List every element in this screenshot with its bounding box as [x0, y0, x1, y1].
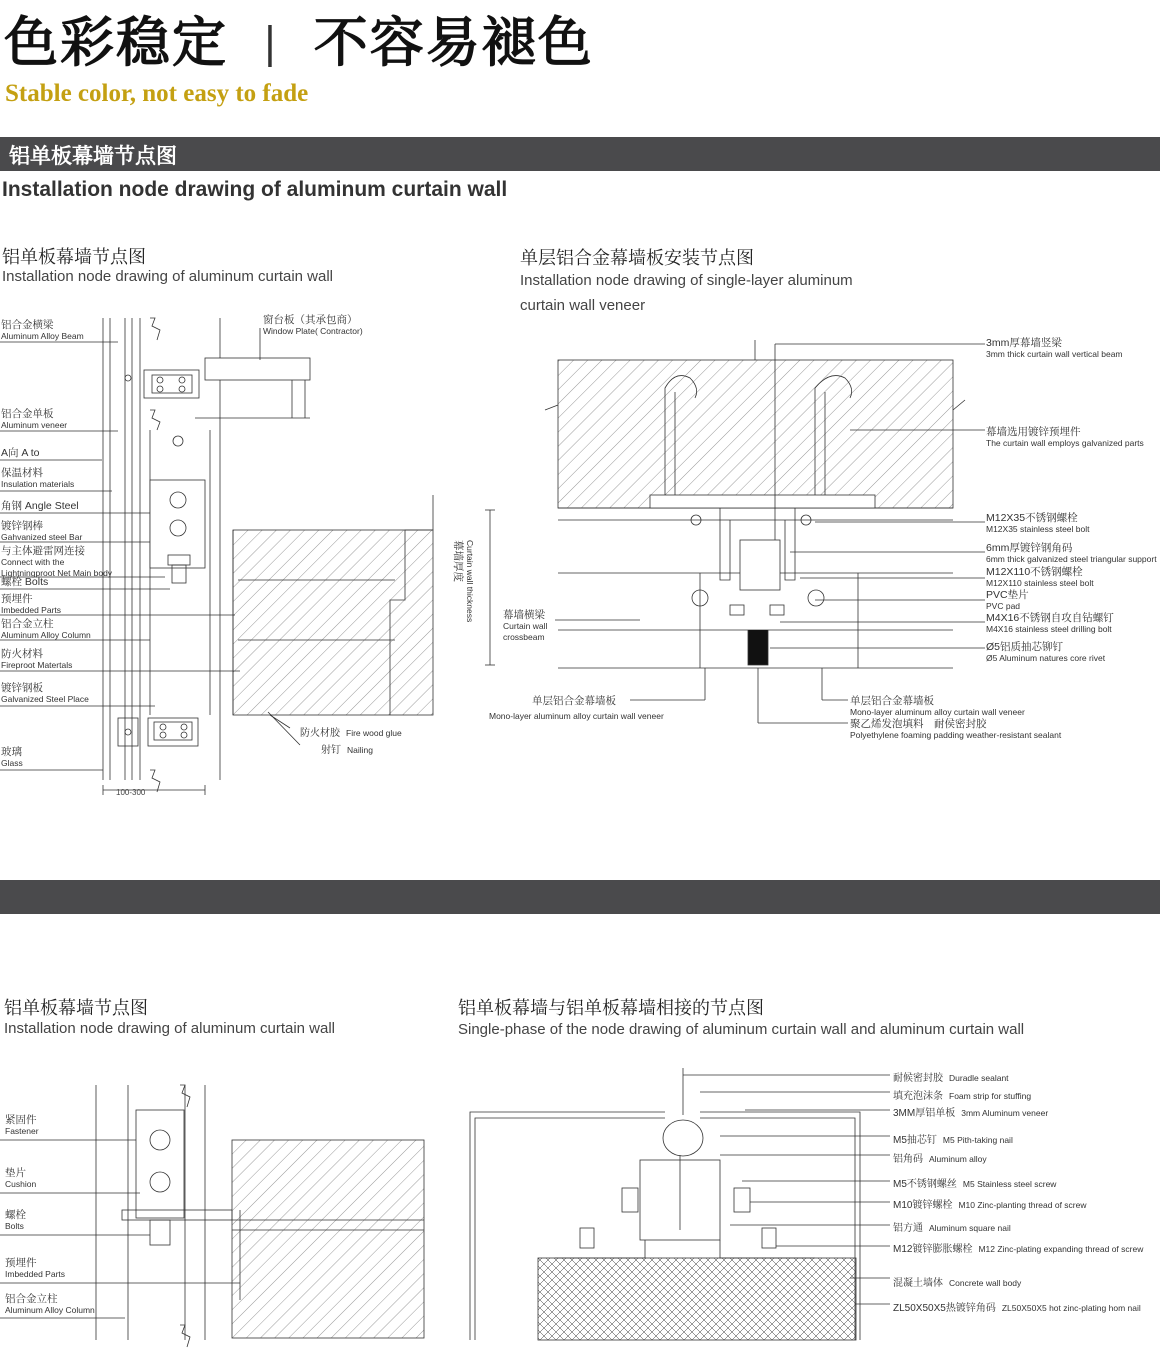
hero-separator: |	[262, 18, 279, 67]
p1-label-bolts: 螺栓 Bolts	[1, 576, 49, 588]
p3-label-imbedded: 预埋件 Imbedded Parts	[5, 1257, 66, 1279]
p1-label-insulation: 保温材料 Insulation materials	[1, 467, 75, 489]
p1-label-nailing: 射钉 Nailing	[321, 745, 373, 756]
section-subtitle: Installation node drawing of aluminum curtain wall	[2, 178, 508, 201]
p1-label-column: 铝合金立柱 Aluminum Alloy Column	[1, 618, 91, 640]
hero-title-right: 不容易褪色	[313, 11, 594, 74]
p4-label-m5-screw: M5不锈钢螺丝 M5 Stainless steel screw	[893, 1179, 1057, 1190]
p3-label-bolts: 螺栓 Bolts	[5, 1209, 26, 1231]
p2-label-thickness-en: Curtain wall thickness	[465, 540, 475, 623]
p2-label-pvc-pad: PVC垫片 PVC pad	[986, 589, 1029, 611]
p4-title: 铝单板幕墙与铝单板幕墙相接的节点图	[458, 998, 764, 1019]
p4-label-concrete: 混凝土墙体 Concrete wall body	[893, 1278, 1022, 1289]
p3-label-column: 铝合金立柱 Aluminum Alloy Column	[5, 1293, 95, 1315]
p2-label-thickness: 幕墙厚度	[452, 540, 464, 582]
p2-drawing	[485, 340, 985, 723]
p1-label-lightning: 与主体避雷网连接 Connect with the Lightningproot Net Main body	[1, 545, 113, 578]
p2-label-rivet: Ø5铝质抽芯铆钉 Ø5 Aluminum natures core rivet	[986, 641, 1106, 663]
p2-subtitle-2: curtain wall veneer	[520, 297, 646, 314]
p4-label-m10: M10镀锌螺栓 M10 Zinc-planting thread of screw	[893, 1200, 1087, 1211]
p1-label-window-plate: 窗台板（其承包商） Window Plate( Contractor)	[263, 314, 363, 336]
p1-label-fireproof: 防火材料 Fireproot Matertals	[1, 648, 73, 670]
p1-label-a-to: A向 A to	[1, 447, 40, 459]
p1-label-imbedded: 预埋件 Imbedded Parts	[1, 593, 62, 615]
p2-label-veneer-left-en: Mono-layer aluminum alloy curtain wall veneer	[489, 711, 664, 721]
p1-label-veneer: 铝合金单板 Aluminum veneer	[1, 408, 68, 430]
p2-label-sealant: 聚乙烯发泡填料 耐侯密封胶 Polyethylene foaming padding weather-resistant sealant	[850, 718, 1062, 740]
p2-subtitle-1: Installation node drawing of single-layer aluminum	[520, 272, 853, 289]
p2-label-angle-support: 6mm厚镀锌钢角码 6mm thick galvanized steel triangular support	[986, 542, 1157, 564]
p3-label-cushion: 垫片 Cushion	[5, 1167, 37, 1189]
p3-title: 铝单板幕墙节点图	[4, 998, 148, 1019]
p1-label-angle-steel: 角钢 Angle Steel	[1, 500, 79, 512]
p1-label-beam: 铝合金横梁 Aluminum Alloy Beam	[1, 319, 84, 341]
p3-subtitle: Installation node drawing of aluminum curtain wall	[4, 1020, 336, 1037]
hero-title-left: 色彩稳定	[4, 11, 228, 74]
p1-label-glass: 玻璃 Glass	[1, 746, 23, 768]
p1-label-fire-glue: 防火材胶 Fire wood glue	[300, 728, 402, 739]
hero-subtitle: Stable color, not easy to fade	[5, 80, 309, 107]
p2-label-vertical-beam: 3mm厚幕墙竖梁 3mm thick curtain wall vertical beam	[986, 337, 1123, 359]
p4-drawing	[470, 1068, 890, 1340]
p4-label-veneer: 3MM厚铝单板 3mm Aluminum veneer	[893, 1108, 1049, 1119]
p1-label-steel-bar: 镀锌钢棒 Gahvanized steel Bar	[1, 520, 83, 542]
p1-dimension: 100-300	[116, 788, 146, 797]
p2-label-m12x110: M12X110不锈钢螺栓 M12X110 stainless steel bolt	[986, 566, 1094, 588]
p4-label-zl-angle: ZL50X50X5热镀锌角码 ZL50X50X5 hot zinc-plating hom nail	[893, 1303, 1141, 1314]
p2-label-m4x16: M4X16不锈钢自攻自钻螺钉 M4X16 stainless steel drilling bolt	[986, 612, 1114, 634]
p2-label-veneer-left-cn: 单层铝合金幕墙板	[532, 695, 616, 707]
p4-subtitle: Single-phase of the node drawing of aluminum curtain wall and aluminum curtain wall	[458, 1021, 1025, 1038]
p2-label-galvanized-parts: 幕墙选用镀锌预埋件 The curtain wall employs galvanized parts	[986, 426, 1144, 448]
p2-title: 单层铝合金幕墙板安装节点图	[520, 248, 754, 269]
p4-label-foam: 填充泡沫条 Foam strip for stuffing	[893, 1091, 1032, 1102]
p4-label-m12: M12镀锌膨胀螺栓 M12 Zinc-plating expanding thread of screw	[893, 1244, 1144, 1255]
p4-label-alu-angle: 铝角码 Aluminum alloy	[893, 1154, 987, 1165]
p4-label-m5-nail: M5抽芯钉 M5 Pith-taking nail	[893, 1135, 1013, 1146]
p2-label-veneer-right: 单层铝合金幕墙板 Mono-layer aluminum alloy curtain wall veneer	[850, 695, 1025, 717]
p1-subtitle: Installation node drawing of aluminum curtain wall	[2, 268, 334, 285]
p1-title: 铝单板幕墙节点图	[2, 247, 146, 268]
p3-label-fastener: 紧固件 Fastener	[5, 1114, 39, 1136]
p1-label-steel-plate: 镀锌钢板 Galvanized Steel Place	[1, 682, 89, 704]
p4-label-sealant: 耐候密封胶 Duradle sealant	[893, 1073, 1009, 1084]
p2-label-crossbeam: 幕墙横梁 Curtain wall crossbeam	[503, 609, 548, 642]
p4-label-square-tube: 铝方通 Aluminum square nail	[893, 1223, 1011, 1234]
p2-label-m12x35: M12X35不锈钢螺栓 M12X35 stainless steel bolt	[986, 512, 1090, 534]
section-band-title: 铝单板幕墙节点图	[9, 144, 177, 168]
